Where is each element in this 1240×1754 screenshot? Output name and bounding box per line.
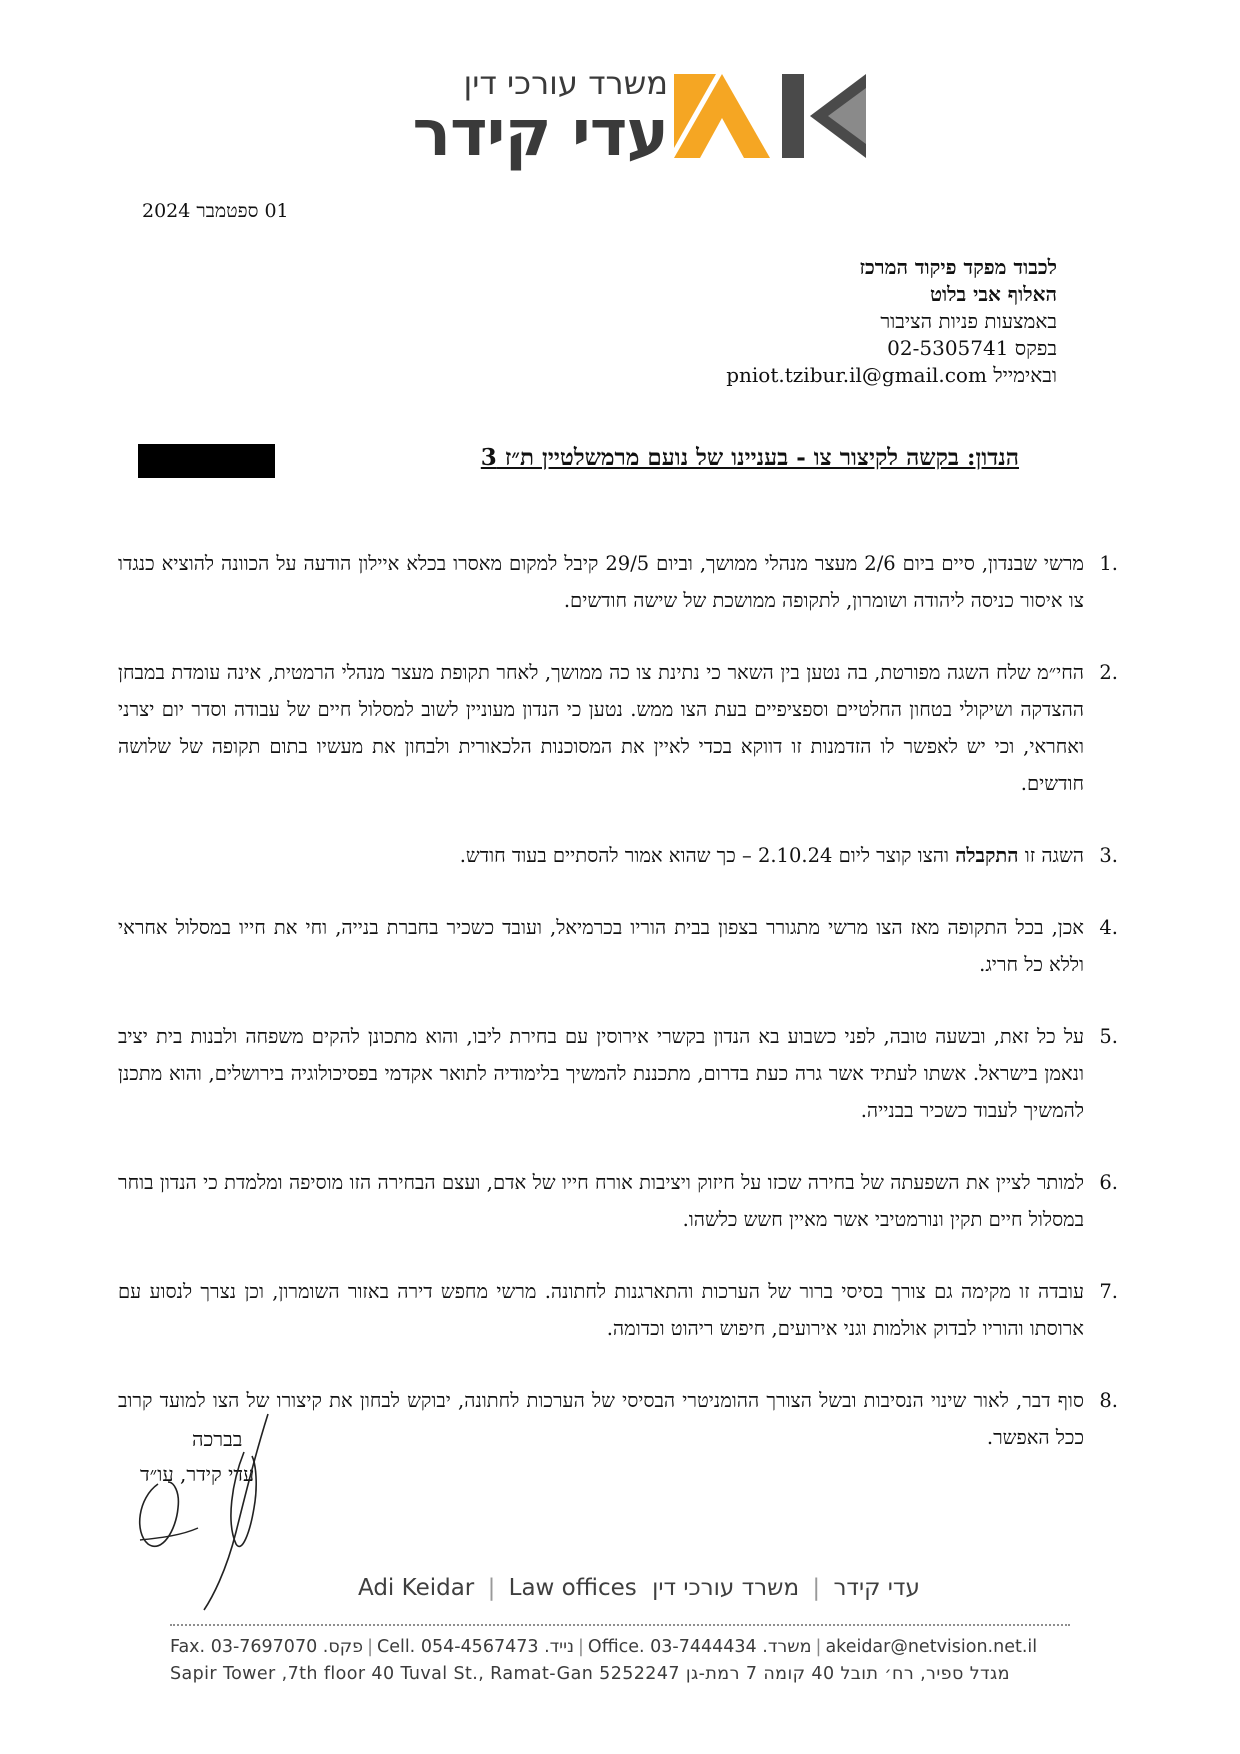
logo-mark-icon (670, 70, 872, 162)
office-label-en: Office. (587, 1637, 645, 1657)
email-address: pniot.tzibur.il@gmail.com (726, 363, 987, 387)
footer-divider: | (815, 1637, 822, 1657)
list-item (118, 1164, 1118, 1238)
item-number: 7. (1099, 1280, 1118, 1303)
item-number: 8. (1099, 1389, 1118, 1412)
list-item (118, 545, 1118, 619)
item-text: החי״מ שלח השגה מפורטת, בה נטען בין השאר כי נתינת צו כה ממושך, לאחר תקופת מעצר מנהלי הרמטית, אינה עומדת במבחן ההצדקה ושיקולי בטחון החלטיים וספציפיים בעת הצו ממש. נטען כי הנדון מעוניין לשוב למסלול חיים של עבודה וסדר יום יצרני ואחראי, וכי יש לאפשר לו הזדמנות זו דווקא בכדי לאיין את המסוכנות הלכאורית ולבחון את מעשיו בתום תקופה של שלושה חודשים. (118, 661, 1084, 795)
footer-brand-law: Law offices (508, 1574, 637, 1601)
footer-contacts (170, 1637, 1070, 1657)
footer-fax: 03-7697070 (210, 1637, 318, 1657)
subject-text: הנדון: בקשה לקיצור צו - בעניינו של נועם מרמשלטיין ת״ז 3 (480, 444, 1019, 471)
letterhead-logo (378, 62, 872, 170)
logo-text (378, 62, 668, 170)
cell-label-en: Cell. (376, 1637, 416, 1657)
list-item (118, 654, 1118, 802)
item-text: סוף דבר, לאור שינוי הנסיבות ובשל הצורך ההומניטרי הבסיסי של הערכות לחתונה, יבוקש לבחון את קיצורו של הצו למועד קרוב ככל האפשר. (118, 1389, 1084, 1449)
logo-subtitle: משרד עורכי דין (463, 64, 668, 102)
footer-address-he: מגדל ספיר, רח׳ תובל 40 קומה 7 רמת-גן (685, 1664, 1010, 1684)
footer-office: 03-7444434 (650, 1637, 757, 1657)
office-label-he: משרד. (762, 1637, 812, 1657)
addressee-fax (457, 335, 1057, 362)
list-item (118, 909, 1118, 983)
fax-label-en: Fax. (170, 1637, 206, 1657)
letter-body (118, 545, 1118, 1491)
footer-divider: | (578, 1637, 584, 1657)
footer-brand (358, 1574, 920, 1610)
item-number: 4. (1099, 916, 1118, 939)
item-text: עובדה זו מקימה גם צורך בסיסי ברור של הערכות והתארגנות לחתונה. מרשי מחפש דירה באזור השומרון, וכן נצרך לנסוע עם ארוסתו והוריו לבדוק אולמות וגני אירועים, חיפוש ריהוט וכדומה. (118, 1280, 1084, 1340)
signature-greeting: בברכה (192, 1427, 243, 1451)
handwritten-signature-icon (128, 1412, 328, 1612)
letter-subject (481, 444, 1019, 471)
list-item (118, 1273, 1118, 1347)
item-text: מרשי שבנדון, סיים ביום 2/6 מעצר מנהלי ממושך, וביום 29/5 קיבל למקום מאסרו בכלא איילון הודעה על הכוונה להוציא כנגדו צו איסור כניסה ליהודה ושומרון, לתקופה ממושכת של שישה חודשים. (118, 552, 1084, 612)
addressee-via: באמצעות פניות הציבור (880, 309, 1057, 333)
email-label: ובאימייל (993, 363, 1057, 387)
redaction-bar (138, 444, 275, 478)
footer-divider: | (812, 1574, 821, 1601)
signature-name: עדי קידר, עו״ד (140, 1462, 255, 1486)
item-number: 5. (1099, 1025, 1118, 1048)
addressee-email (457, 362, 1057, 389)
item-text: על כל זאת, ובשעה טובה, לפני כשבוע בא הנדון בקשרי אירוסין עם בחירת ליבו, והוא מתכונן להקים משפחה ולבנות בית יציב ונאמן בישראל. אשתו לעתיד אשר גרה כעת בדרום, מתכננת להמשיך בלימודיה לתואר אקדמי בפסיכולוגיה בירושלים, והוא מתכנן להמשיך לעבוד כשכיר בבנייה. (118, 1025, 1084, 1122)
list-item (118, 1018, 1118, 1129)
addressee-name: האלוף אבי בלוט (929, 282, 1057, 306)
footer-divider: | (367, 1637, 373, 1657)
item-number: 6. (1099, 1171, 1118, 1194)
footer-cell: 054-4567473 (420, 1637, 539, 1657)
footer-address-en: Sapir Tower ,7th floor 40 Tuval St., Ramat-Gan 5252247 (170, 1664, 680, 1684)
fax-number: 02-5305741 (887, 336, 1009, 360)
item-number: 2. (1099, 661, 1118, 684)
fax-label-he: פקס. (322, 1637, 364, 1657)
item-text: אכן, בכל התקופה מאז הצו מרשי מתגורר בצפון בבית הוריו בכרמיאל, ועובד כשכיר בחברת בנייה, וחי את חייו במסלול אחראי וללא כל חריג. (118, 916, 1084, 976)
list-item (118, 837, 1118, 874)
cell-label-he: נייד. (544, 1637, 575, 1657)
item-text (460, 844, 1084, 867)
addressee-title: לכבוד מפקד פיקוד המרכז (859, 255, 1057, 279)
footer-divider: | (487, 1574, 496, 1601)
footer-brand-he-office: משרד עורכי דין (652, 1574, 800, 1601)
item-text-after: והצו קוצר ליום 2.10.24 – כך שהוא אמור להסתיים בעוד חודש. (459, 844, 956, 867)
item-number: 1. (1099, 552, 1118, 575)
item-text-bold: התקבלה (955, 844, 1019, 867)
footer-dotted-divider (170, 1624, 1070, 1626)
letter-date: 01 ספטמבר 2024 (142, 200, 289, 222)
addressee-block (457, 254, 1057, 389)
footer-brand-he-name: עדי קידר (833, 1574, 920, 1601)
logo-name: עדי קידר (412, 97, 668, 171)
fax-label: בפקס (1014, 336, 1057, 360)
item-text: למותר לציין את השפעתה של בחירה שכזו על חיזוק ויציבות אורח חייו של אדם, ועצם הבחירה הזו מוסיפה ומלמדת כי הנדון בוחר במסלול חיים תקין ונורמטיבי אשר מאיין חשש כלשהו. (118, 1171, 1084, 1231)
footer-address (170, 1664, 1070, 1684)
footer-email: akeidar@netvision.net.il (825, 1637, 1038, 1657)
item-number: 3. (1099, 844, 1118, 867)
footer-brand-en: Adi Keidar (358, 1574, 475, 1601)
item-text-before: השגה זו (1018, 844, 1084, 867)
